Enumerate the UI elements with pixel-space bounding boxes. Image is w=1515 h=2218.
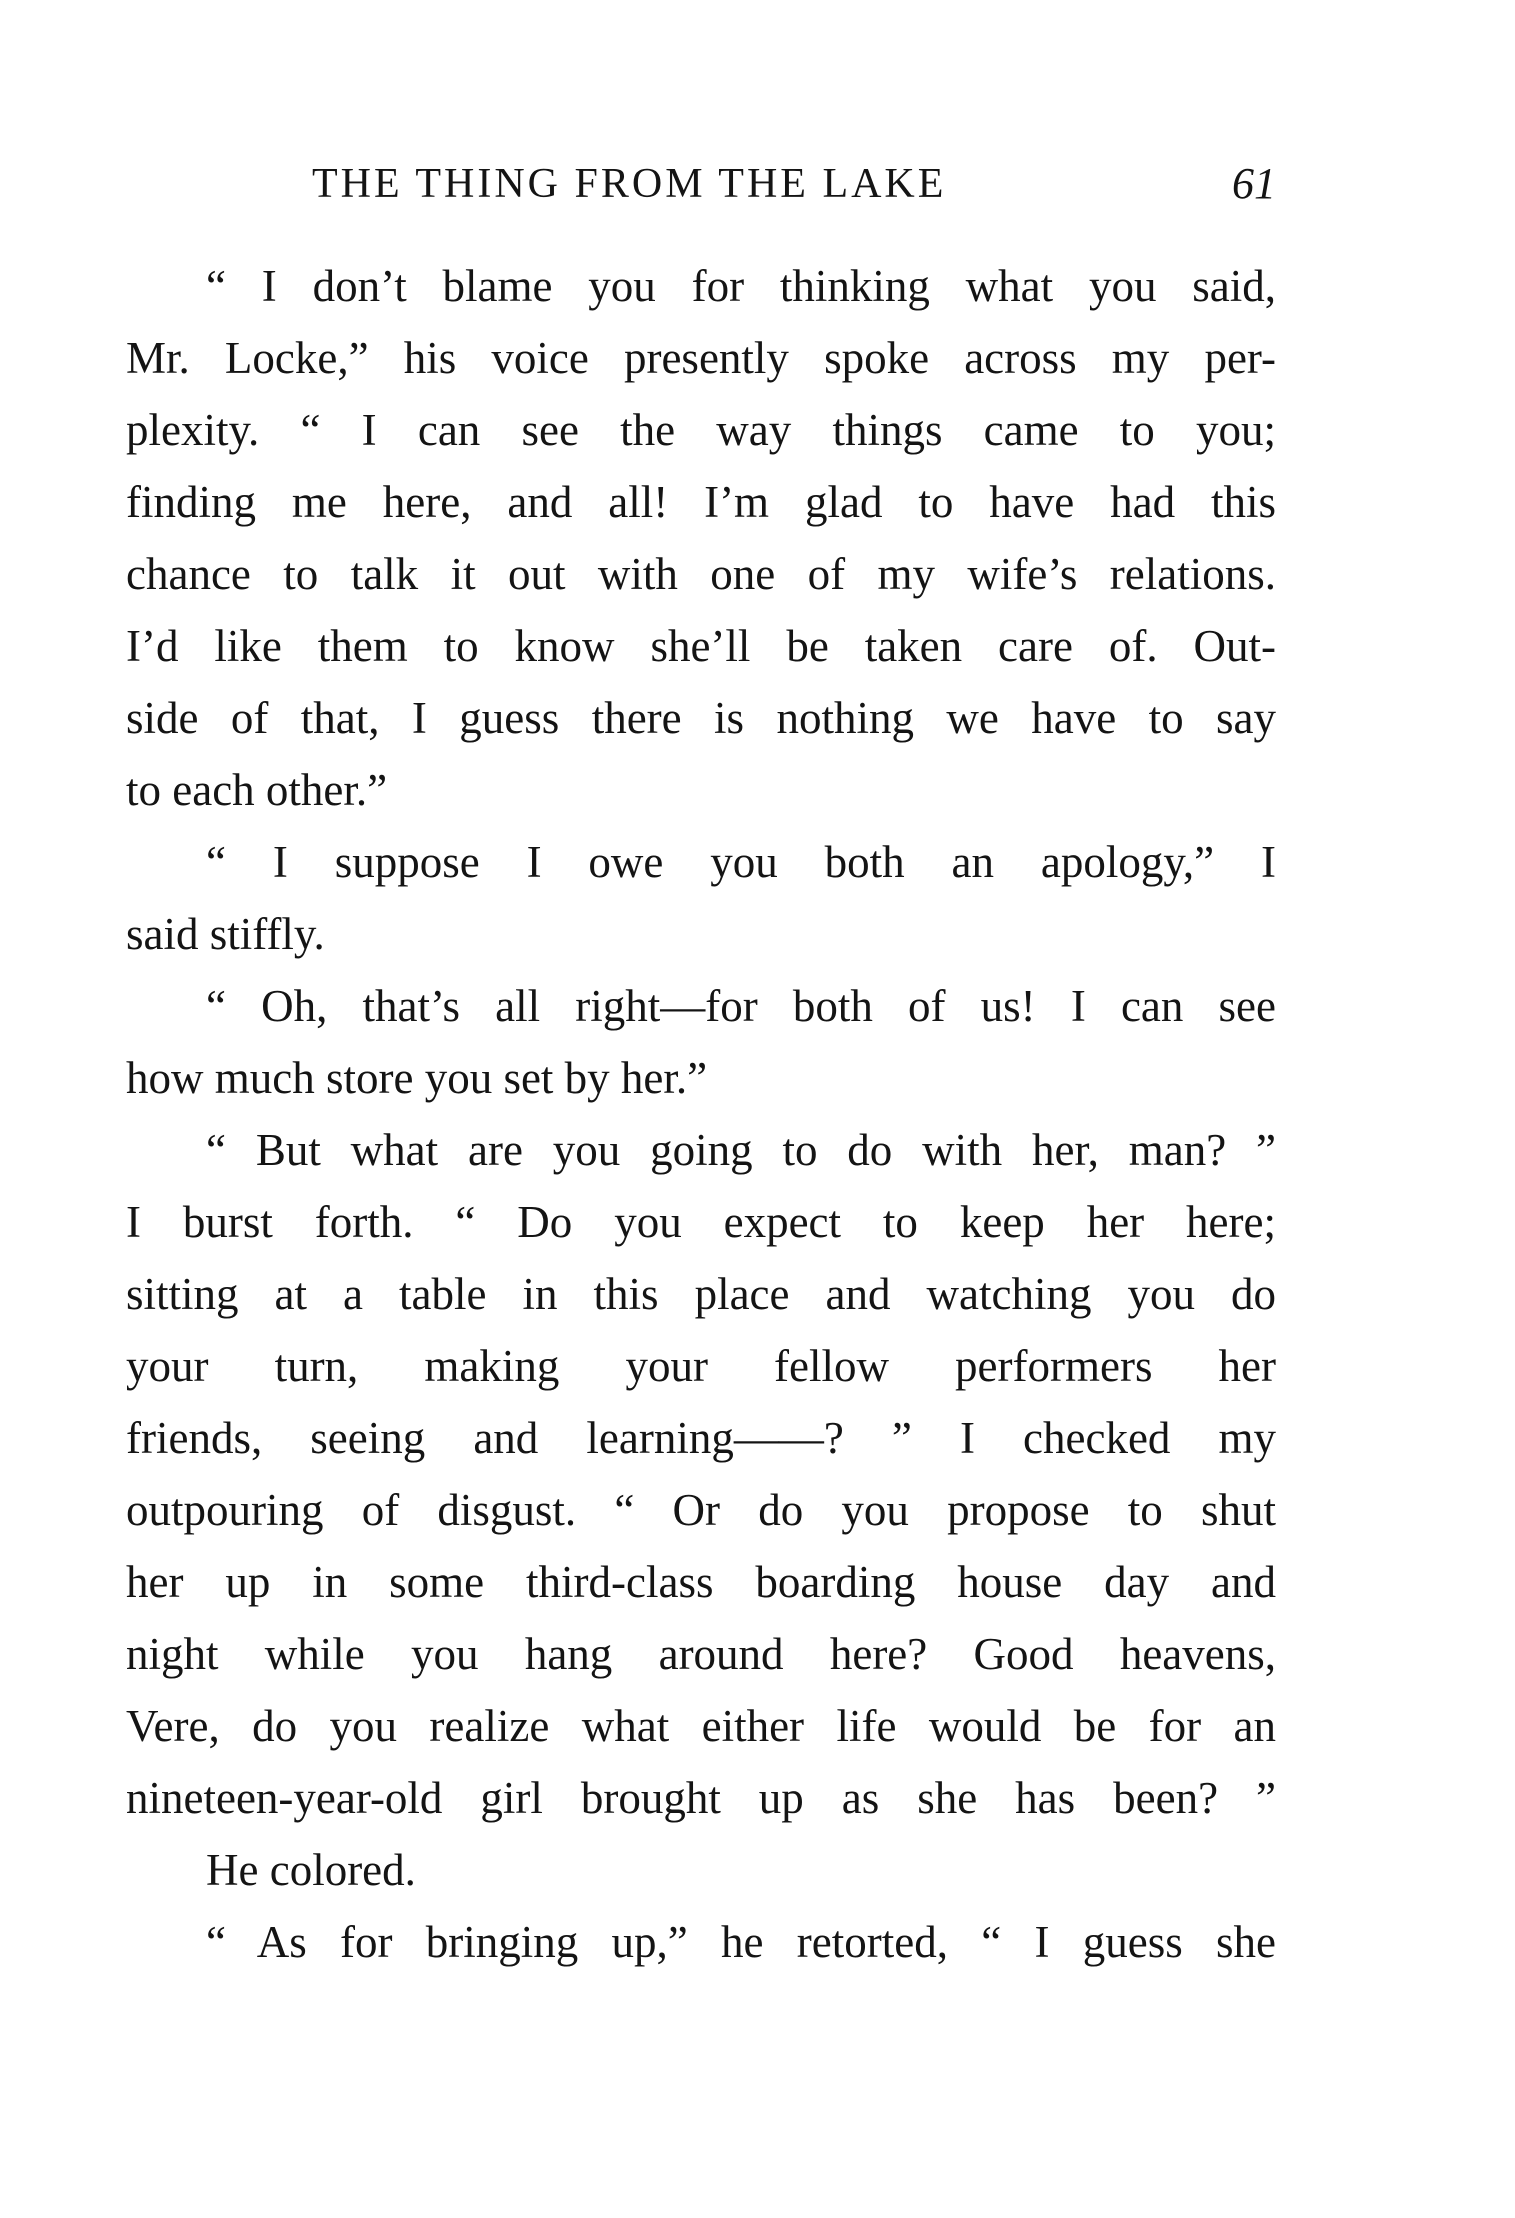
text-line: to each other.” xyxy=(126,765,388,815)
text-line: “ I don’t blame you for thinking what you said, xyxy=(206,261,1276,311)
text-line: “ But what are you going to do with her, man? ” xyxy=(206,1125,1276,1175)
text-line: I burst forth. “ Do you expect to keep her here; xyxy=(126,1197,1276,1247)
text-line: friends, seeing and learning——? ” I checked my xyxy=(126,1413,1276,1463)
text-line: I’d like them to know she’ll be taken care of. Out- xyxy=(126,621,1276,671)
text-line: outpouring of disgust. “ Or do you propose to shut xyxy=(126,1485,1276,1535)
text-line: “ Oh, that’s all right—for both of us! I can see xyxy=(206,981,1276,1031)
text-line: side of that, I guess there is nothing we have to say xyxy=(126,693,1276,743)
text-line: “ I suppose I owe you both an apology,” I xyxy=(206,837,1276,887)
text-line: her up in some third-class boarding house day and xyxy=(126,1557,1276,1607)
text-line: He colored. xyxy=(206,1845,416,1895)
text-line: your turn, making your fellow performers her xyxy=(126,1341,1276,1391)
text-line: night while you hang around here? Good heavens, xyxy=(126,1629,1276,1679)
running-title: THE THING FROM THE LAKE xyxy=(312,161,947,207)
text-line: how much store you set by her.” xyxy=(126,1053,708,1103)
text-line: Vere, do you realize what either life would be for an xyxy=(126,1701,1276,1751)
text-line: finding me here, and all! I’m glad to have had this xyxy=(126,477,1276,527)
body-text xyxy=(126,250,1276,1978)
text-line: Mr. Locke,” his voice presently spoke across my per- xyxy=(126,333,1276,383)
text-line: chance to talk it out with one of my wife’s relations. xyxy=(126,549,1276,599)
text-line: “ As for bringing up,” he retorted, “ I guess she xyxy=(206,1917,1276,1967)
page-number: 61 xyxy=(1232,159,1276,208)
text-line: said stiffly. xyxy=(126,909,325,959)
page-header xyxy=(126,160,1276,208)
text-line: plexity. “ I can see the way things came to you; xyxy=(126,405,1276,455)
text-line: sitting at a table in this place and watching you do xyxy=(126,1269,1276,1319)
text-line: nineteen-year-old girl brought up as she has been? ” xyxy=(126,1773,1276,1823)
